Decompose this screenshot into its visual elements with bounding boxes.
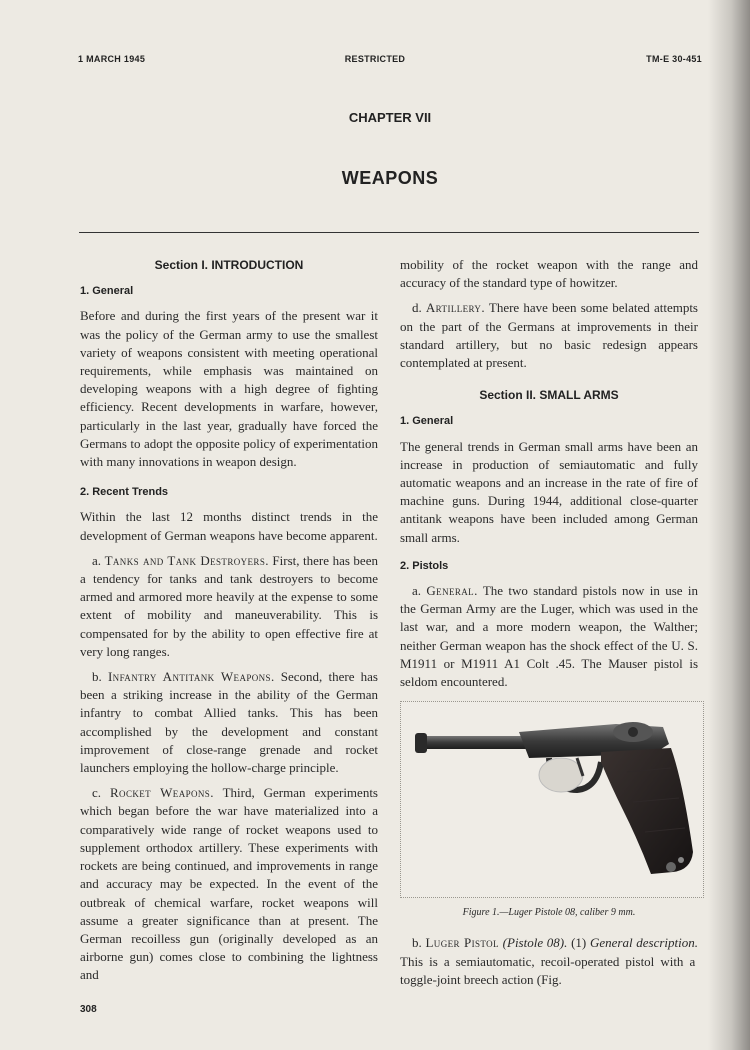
subparagraph-title: Rocket Weapons. — [109, 785, 214, 801]
subparagraph-title: General. — [426, 583, 478, 599]
paragraph-heading-general: 1. General — [400, 415, 454, 428]
subparagraph-artillery — [400, 299, 698, 372]
subparagraph-infantry-antitank — [80, 668, 378, 777]
header-date: 1 MARCH 1945 — [78, 54, 146, 64]
subparagraph-parenthetical: (Pistole 08). — [498, 935, 572, 951]
subparagraph-rocket-weapons — [80, 784, 378, 984]
subparagraph-title: Infantry Antitank Weapons. — [107, 669, 275, 685]
subparagraph-text: The two standard pistols now in use in the German Army are the Luger, which was used in the last war, and a more modern weapon, the Walther; neither German weapon has the shock effect of the U. S. M1911 or M1911 A1 Colt .45. The Mauser pistol is seldom encountered. — [400, 583, 698, 690]
luger-pistol-image — [401, 702, 703, 897]
subparagraph-title: Luger Pistol — [425, 935, 499, 951]
section-title-small-arms: Section II. SMALL ARMS — [479, 388, 619, 403]
chapter-title: WEAPONS — [341, 168, 439, 188]
paragraph-recent-trends-intro: Within the last 12 months distinct trends in the development of German weapons have become apparent. — [80, 509, 378, 543]
subparagraph-tanks — [80, 552, 378, 661]
subparagraph-label: c. — [92, 785, 110, 801]
subparagraph-subtitle: General description. — [589, 935, 698, 951]
paragraph-general: Before and during the first years of the present war it was the policy of the German army to use the smallest variety of weapons consistent with meeting operational requirements, while emphasis was maintained on developing weapons with a high degree of fighting efficiency. Recent developments in warfare, however, particularly in the last year, gradually have forced the Germans to adopt the opposite policy of experimentation with many innovations in weapon design. — [80, 308, 378, 470]
paragraph-small-arms-general: The general trends in German small arms have been an increase in production of semiautomatic and fully automatic weapons and an increase in the rate of fire of machine guns. During 1944, additional close-quarter antitank weapons have been included among German small arms. — [400, 438, 698, 545]
subparagraph-pistols-general — [400, 582, 698, 691]
subparagraph-text: First, there has been a tendency for tanks and tank destroyers to become armed and armored more heavily at the expense to some extent of mobility and maneuverability. This is compensated for by the ability to open effective fire at very long ranges. — [80, 552, 378, 659]
paragraph-continuation: mobility of the rocket weapon with the range and accuracy of the standard type of howitzer. — [400, 257, 698, 291]
page-number: 308 — [80, 1004, 97, 1015]
page-binding-shadow — [708, 0, 750, 1050]
section-title-introduction: Section I. INTRODUCTION — [154, 258, 304, 272]
subparagraph-text: This is a semiautomatic, recoil-operated pistol with a toggle-joint breech action (Fig. — [400, 953, 696, 987]
paragraph-heading-recent-trends: 2. Recent Trends — [80, 486, 169, 499]
chapter-heading: CHAPTER VII — [348, 110, 432, 125]
subparagraph-label: a. — [92, 552, 105, 568]
subparagraph-label: b. — [412, 935, 426, 951]
header-manual-number: TM-E 30-451 — [646, 54, 702, 64]
right-column — [400, 256, 698, 996]
subparagraph-text: There have been some belated attempts on the part of the Germans at improvements in their standard artillery, but no basic redesign appears contemplated at present. — [400, 300, 698, 371]
subparagraph-text: Third, German experiments which began before the war have materialized into a comparatively wide range of rocket weapons used to supplement orthodox artillery. These experiments with rockets are being continued, and improvements in range and accuracy may be expected. In the event of the outbreak of chemical warfare, rocket weapons will assume a greater significance than at present. The German recoilless gun (originally developed as an airborne gun) comes close to combining the lightness and — [80, 785, 378, 983]
header-classification: RESTRICTED — [344, 54, 406, 64]
title-rule — [79, 232, 699, 233]
subparagraph-label: b. — [92, 669, 108, 685]
left-column — [80, 256, 378, 992]
paragraph-heading-pistols: 2. Pistols — [400, 559, 449, 572]
figure-caption: Figure 1.—Luger Pistole 08, caliber 9 mm. — [462, 907, 636, 919]
figure-luger-pistol — [400, 701, 704, 898]
subparagraph-number: (1) — [571, 935, 590, 951]
subparagraph-title: Tanks and Tank Destroyers. — [104, 552, 269, 568]
subparagraph-luger-pistol — [400, 934, 698, 989]
subparagraph-label: a. — [412, 583, 427, 599]
paragraph-heading-general: 1. General — [80, 285, 134, 298]
subparagraph-text: Second, there has been a striking increase in the ability of the German infantry to combat Allied tanks. This has been accomplished by the development and constant improvement of close-range grenade and rocket launchers employing the hollow-charge principle. — [80, 669, 378, 776]
subparagraph-label: d. — [412, 300, 426, 316]
subparagraph-title: Artillery. — [425, 300, 485, 316]
